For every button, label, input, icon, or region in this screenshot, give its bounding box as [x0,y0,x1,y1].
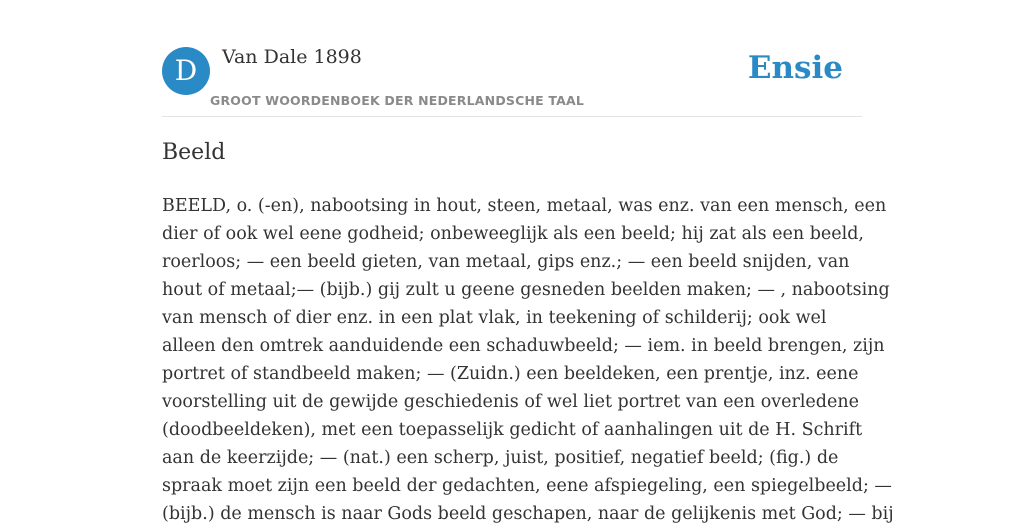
definition-line: voorstelling uit de gewijde geschiedenis of wel liet portret van een overledene [162,392,859,412]
ensie-brand-logo[interactable]: Ensie [747,50,843,86]
entry-title: Beeld [162,140,226,165]
definition-line: alleen den omtrek aanduidende een schaduwbeeld; — iem. in beeld brengen, zijn [162,336,885,356]
definition-line: (doodbeeldeken), met een toepasselijk gedicht of aanhalingen uit de H. Schrift [162,420,863,440]
dictionary-name-link[interactable]: Van Dale 1898 [222,46,362,68]
definition-line: portret of standbeeld maken; — (Zuidn.) een beeldeken, een prentje, inz. eene [162,364,859,384]
definition-line: roerloos; — een beeld gieten, van metaal, gips enz.; — een beeld snijden, van [162,252,850,272]
definition-line: aan de keerzijde; — (nat.) een scherp, juist, positief, negatief beeld; (fig.) de [162,448,839,468]
definition-line: (bijb.) de mensch is naar Gods beeld geschapen, naar de gelijkenis met God; — bij [162,504,894,524]
entry-definition [162,192,894,528]
definition-line: dier of ook wel eene godheid; onbeweeglijk als een beeld; hij zat als een beeld, [162,224,864,244]
definition-line: van mensch of dier enz. in een plat vlak, in teekening of schilderij; ook wel [162,308,827,328]
dictionary-logo[interactable]: D [162,47,210,95]
definition-line: BEELD, o. (-en), nabootsing in hout, steen, metaal, was enz. van een mensch, een [162,196,887,216]
definition-line: spraak moet zijn een beeld der gedachten, eene afspiegeling, een spiegelbeeld; — [162,476,892,496]
dictionary-header [162,46,862,117]
dictionary-subtitle: GROOT WOORDENBOEK DER NEDERLANDSCHE TAAL [210,93,585,108]
definition-line: hout of metaal;— (bijb.) gij zult u geene gesneden beelden maken; — , nabootsing [162,280,890,300]
